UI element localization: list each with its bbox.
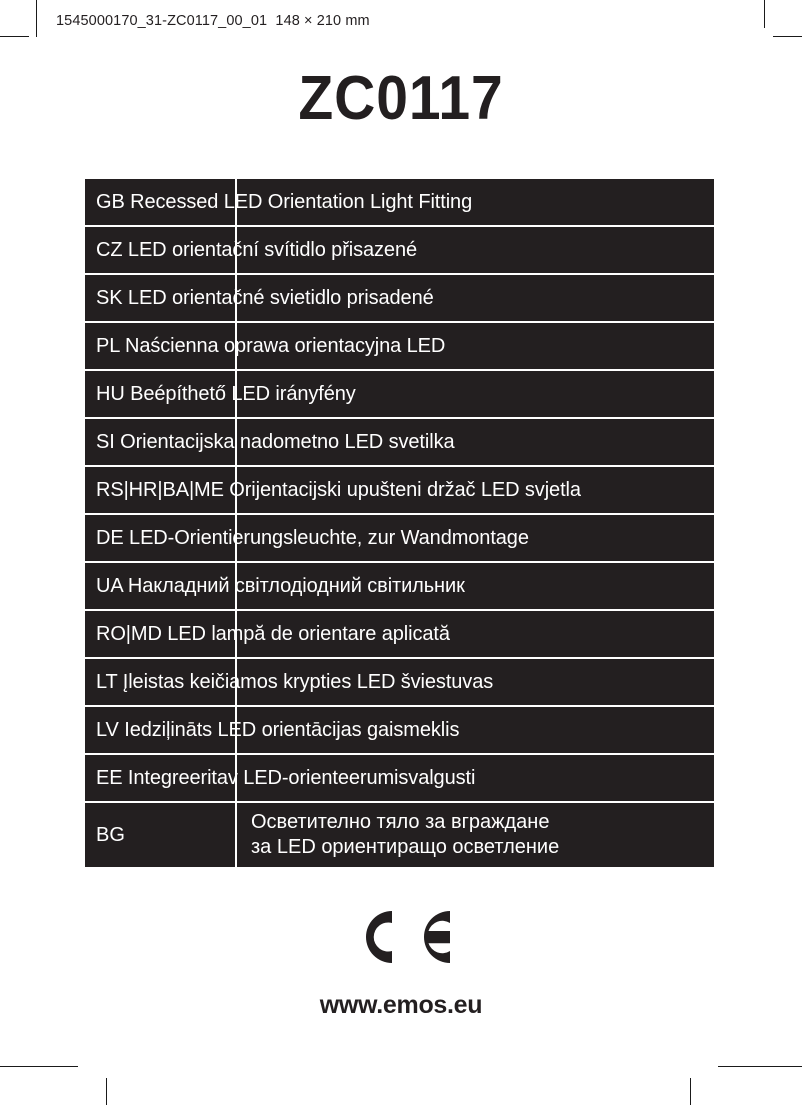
crop-mark-top-right-horizontal <box>773 36 802 37</box>
product-name-line-1: Осветително тяло за вграждане <box>251 811 550 833</box>
table-row <box>85 515 714 561</box>
language-code-cell <box>85 467 235 513</box>
table-row <box>85 419 714 465</box>
product-name-text: LV Iedziļināts LED orientācijas gaismeklis <box>96 719 460 741</box>
product-name-cell <box>237 371 714 417</box>
table-row <box>85 707 714 753</box>
language-code-text: BG <box>96 824 125 846</box>
language-code-cell <box>85 227 235 273</box>
crop-mark-top-left-horizontal <box>0 36 29 37</box>
language-code-cell <box>85 611 235 657</box>
product-name-cell <box>237 611 714 657</box>
product-name-cell <box>237 467 714 513</box>
product-name-cell <box>237 515 714 561</box>
product-name-cell <box>237 179 714 225</box>
product-name-cell <box>237 227 714 273</box>
product-name-line-2: за LED ориентиращо осветление <box>251 836 560 858</box>
crop-mark-top-right-vertical <box>764 0 765 28</box>
product-name-text: UA Накладний світлодіодний світильник <box>96 575 465 597</box>
table-row <box>85 275 714 321</box>
product-name-cell <box>237 275 714 321</box>
table-row <box>85 611 714 657</box>
crop-mark-top-left-vertical <box>36 0 37 37</box>
product-name-text: RO|MD LED lampă de orientare aplicată <box>96 623 450 645</box>
language-code-cell <box>85 179 235 225</box>
crop-mark-bottom-right-horizontal <box>718 1066 802 1067</box>
product-name-cell <box>237 419 714 465</box>
product-name-cell <box>237 707 714 753</box>
product-name-text: DE LED-Orientierungsleuchte, zur Wandmontage <box>96 527 529 549</box>
table-row <box>85 179 714 225</box>
crop-mark-bottom-left-vertical <box>106 1078 107 1105</box>
table-row <box>85 227 714 273</box>
language-code-cell <box>85 275 235 321</box>
product-name-text: PL Naścienna oprawa orientacyjna LED <box>96 335 446 357</box>
website-footer: www.emos.eu <box>319 991 483 1019</box>
table-row <box>85 803 714 867</box>
product-name-text: LT Įleistas keičiamos krypties LED šviestuvas <box>96 671 494 693</box>
language-code-cell <box>85 323 235 369</box>
crop-mark-bottom-left-horizontal <box>0 1066 78 1067</box>
product-name-text: SI Orientacijska nadometno LED svetilka <box>96 431 455 453</box>
language-code-cell <box>85 515 235 561</box>
language-code-cell <box>85 803 235 867</box>
table-row <box>85 323 714 369</box>
language-code-cell <box>85 659 235 705</box>
language-code-cell <box>85 707 235 753</box>
page-title: ZC0117 <box>298 64 504 133</box>
product-name-cell <box>237 563 714 609</box>
product-name-cell <box>237 659 714 705</box>
product-name-text: HU Beépíthető LED irányfény <box>96 383 356 405</box>
product-name-text: SK LED orientačné svietidlo prisadené <box>96 287 434 309</box>
product-name-text: CZ LED orientační svítidlo přisazené <box>96 239 417 261</box>
ce-mark <box>0 906 802 968</box>
language-table <box>85 179 714 869</box>
product-name-cell <box>237 803 714 867</box>
table-row <box>85 467 714 513</box>
crop-mark-bottom-right-vertical <box>690 1078 691 1105</box>
product-name-cell <box>237 323 714 369</box>
table-row <box>85 371 714 417</box>
product-name-text: RS|HR|BA|ME Orijentacijski upušteni držač LED svjetla <box>96 479 581 501</box>
job-code-label: 1545000170_31-ZC0117_00_01 148 × 210 mm <box>56 13 370 29</box>
product-name-cell <box>237 755 714 801</box>
language-code-cell <box>85 563 235 609</box>
product-name-text <box>237 810 559 860</box>
product-name-text: GB Recessed LED Orientation Light Fitting <box>96 191 473 213</box>
language-code-cell <box>85 419 235 465</box>
table-row <box>85 755 714 801</box>
table-row <box>85 659 714 705</box>
language-code-cell <box>85 755 235 801</box>
product-name-text: EE Integreeritav LED-orienteerumisvalgusti <box>96 767 476 789</box>
language-code-cell <box>85 371 235 417</box>
table-row <box>85 563 714 609</box>
